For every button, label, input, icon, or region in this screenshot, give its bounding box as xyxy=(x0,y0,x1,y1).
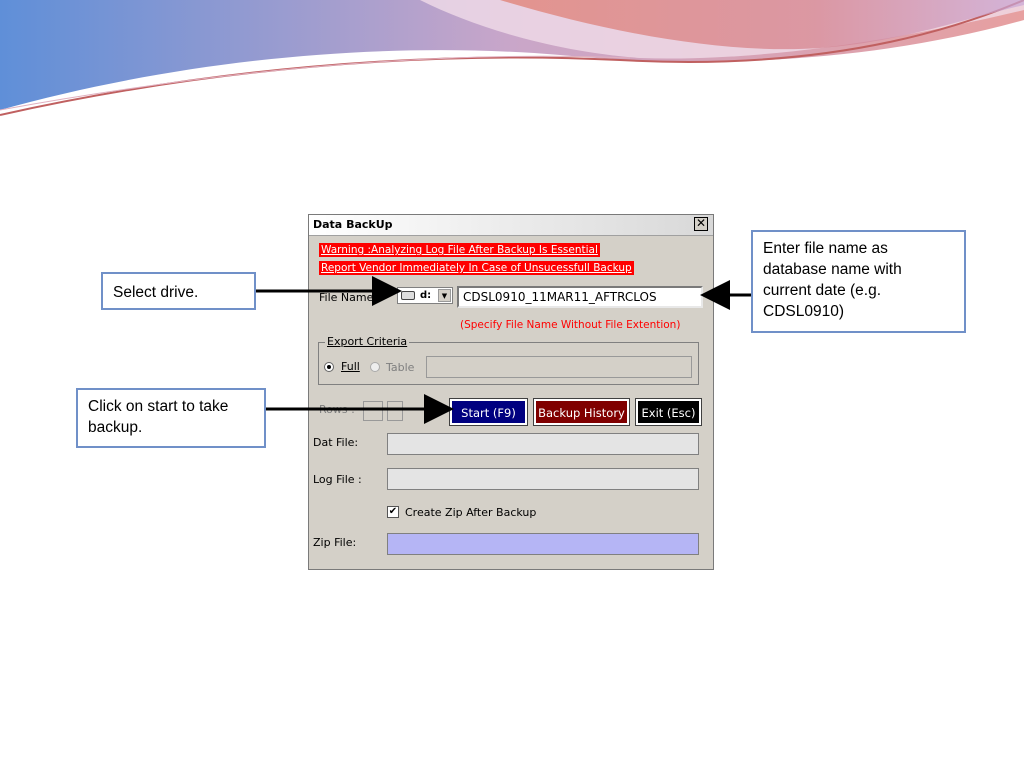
table-label: Table xyxy=(386,361,415,374)
log-file-label: Log File : xyxy=(313,473,362,486)
drive-value: d: xyxy=(420,290,432,301)
file-name-hint: (Specify File Name Without File Extention) xyxy=(460,319,681,331)
full-label: Full xyxy=(341,360,360,373)
drive-icon xyxy=(401,291,415,300)
full-radio[interactable] xyxy=(324,362,334,372)
callout-enter-file-name: Enter file name as database name with current date (e.g. CDSL0910) xyxy=(751,230,966,333)
title-bar xyxy=(309,215,713,236)
dat-file-label: Dat File: xyxy=(313,436,359,449)
create-zip-checkbox[interactable]: ✔ xyxy=(388,506,398,517)
rows-label: Rows : xyxy=(319,403,355,416)
callout-click-start: Click on start to take backup. xyxy=(76,388,266,448)
chevron-down-icon[interactable]: ▼ xyxy=(438,289,451,302)
zip-file-field[interactable] xyxy=(387,533,699,555)
table-radio[interactable] xyxy=(370,362,380,372)
drive-select[interactable] xyxy=(397,287,453,304)
file-name-label: File Name : xyxy=(319,291,381,304)
close-icon[interactable]: ✕ xyxy=(695,216,707,230)
export-criteria-label: Export Criteria xyxy=(327,335,408,348)
callout-select-drive: Select drive. xyxy=(101,272,256,310)
decorative-banner xyxy=(0,0,1024,130)
table-name-field[interactable] xyxy=(426,356,692,378)
dialog-title: Data BackUp xyxy=(313,218,393,231)
exit-button[interactable]: Exit (Esc) xyxy=(636,399,701,425)
rows-spinner[interactable] xyxy=(387,401,403,421)
rows-input[interactable] xyxy=(363,401,383,421)
start-button[interactable]: Start (F9) xyxy=(450,399,527,425)
dat-file-field[interactable] xyxy=(387,433,699,455)
file-name-input[interactable]: CDSL0910_11MAR11_AFTRCLOS xyxy=(457,286,703,308)
zip-file-label: Zip File: xyxy=(313,536,357,549)
create-zip-label: Create Zip After Backup xyxy=(405,506,537,519)
data-backup-dialog xyxy=(308,214,714,570)
warning-analyze-log: Warning :Analyzing Log File After Backup Is Essential xyxy=(321,244,598,256)
log-file-field[interactable] xyxy=(387,468,699,490)
warning-report-vendor: Report Vendor Immediately In Case of Unsucessfull Backup xyxy=(321,262,632,274)
backup-history-button[interactable]: Backup History xyxy=(534,399,629,425)
